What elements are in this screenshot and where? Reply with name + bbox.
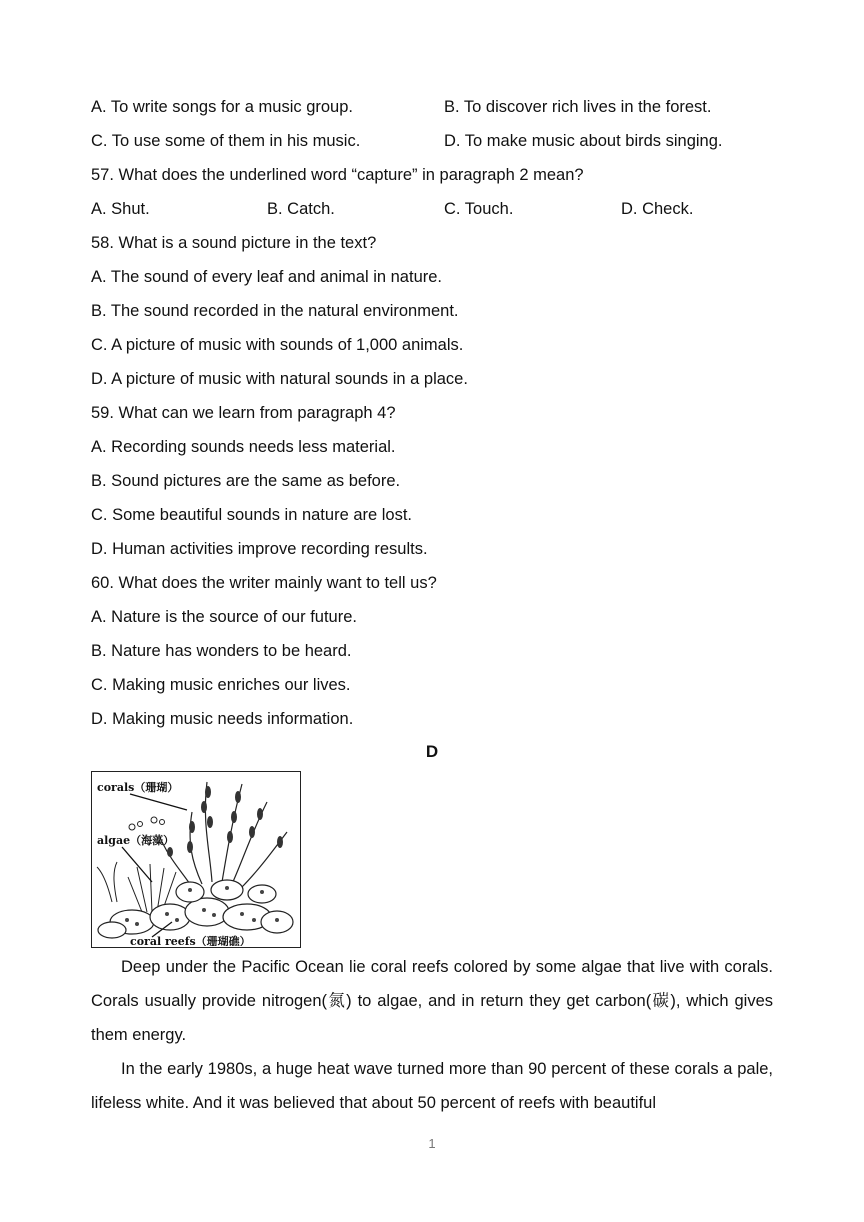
q58-option-b: B. The sound recorded in the natural environment. <box>91 302 459 320</box>
q59-option-a: A. Recording sounds needs less material. <box>91 438 396 456</box>
q59-option-b: B. Sound pictures are the same as before. <box>91 472 401 490</box>
q59-question: 59. What can we learn from paragraph 4? <box>91 404 396 422</box>
passage-paragraph-2 <box>91 1052 773 1120</box>
passage-paragraph-1-text: Deep under the Pacific Ocean lie coral reefs colored by some algae that live with corals. Corals usually provide nitrogen(氮) to algae, and in return they get carbon(碳), which gives them energy. <box>91 958 773 1044</box>
coral-reef-figure <box>91 771 301 948</box>
q56-option-b: B. To discover rich lives in the forest. <box>444 98 712 116</box>
q60-option-d: D. Making music needs information. <box>91 710 354 728</box>
q57-question: 57. What does the underlined word “capture” in paragraph 2 mean? <box>91 166 584 184</box>
q58-option-a: A. The sound of every leaf and animal in nature. <box>91 268 442 286</box>
q57-option-d: D. Check. <box>621 200 694 218</box>
q56-option-d: D. To make music about birds singing. <box>444 132 723 150</box>
passage-paragraph-2-text: In the early 1980s, a huge heat wave turned more than 90 percent of these corals a pale, lifeless white. And it was believed that about 50 percent of reefs with beautiful <box>91 1060 773 1112</box>
q56-option-c: C. To use some of them in his music. <box>91 132 361 150</box>
label-algae: algae（海藻） <box>97 834 175 847</box>
q57-option-b: B. Catch. <box>267 200 335 218</box>
passage-paragraph-1 <box>91 950 773 1052</box>
label-coral-reefs: coral reefs（珊瑚礁） <box>130 935 251 946</box>
q57-option-c: C. Touch. <box>444 200 514 218</box>
q58-option-d: D. A picture of music with natural sounds in a place. <box>91 370 468 388</box>
q57-option-a: A. Shut. <box>91 200 150 218</box>
coral-reef-illustration <box>92 772 299 946</box>
q60-option-b: B. Nature has wonders to be heard. <box>91 642 352 660</box>
q60-question: 60. What does the writer mainly want to tell us? <box>91 574 437 592</box>
q58-question: 58. What is a sound picture in the text? <box>91 234 377 252</box>
q59-option-d: D. Human activities improve recording results. <box>91 540 428 558</box>
label-corals: corals（珊瑚） <box>97 781 179 794</box>
q60-option-a: A. Nature is the source of our future. <box>91 608 357 626</box>
q56-option-a: A. To write songs for a music group. <box>91 98 353 116</box>
q58-option-c: C. A picture of music with sounds of 1,000 animals. <box>91 336 464 354</box>
q59-option-c: C. Some beautiful sounds in nature are lost. <box>91 506 413 524</box>
page-number: 1 <box>428 1136 436 1151</box>
q60-option-c: C. Making music enriches our lives. <box>91 676 351 694</box>
section-title: D <box>425 742 439 761</box>
